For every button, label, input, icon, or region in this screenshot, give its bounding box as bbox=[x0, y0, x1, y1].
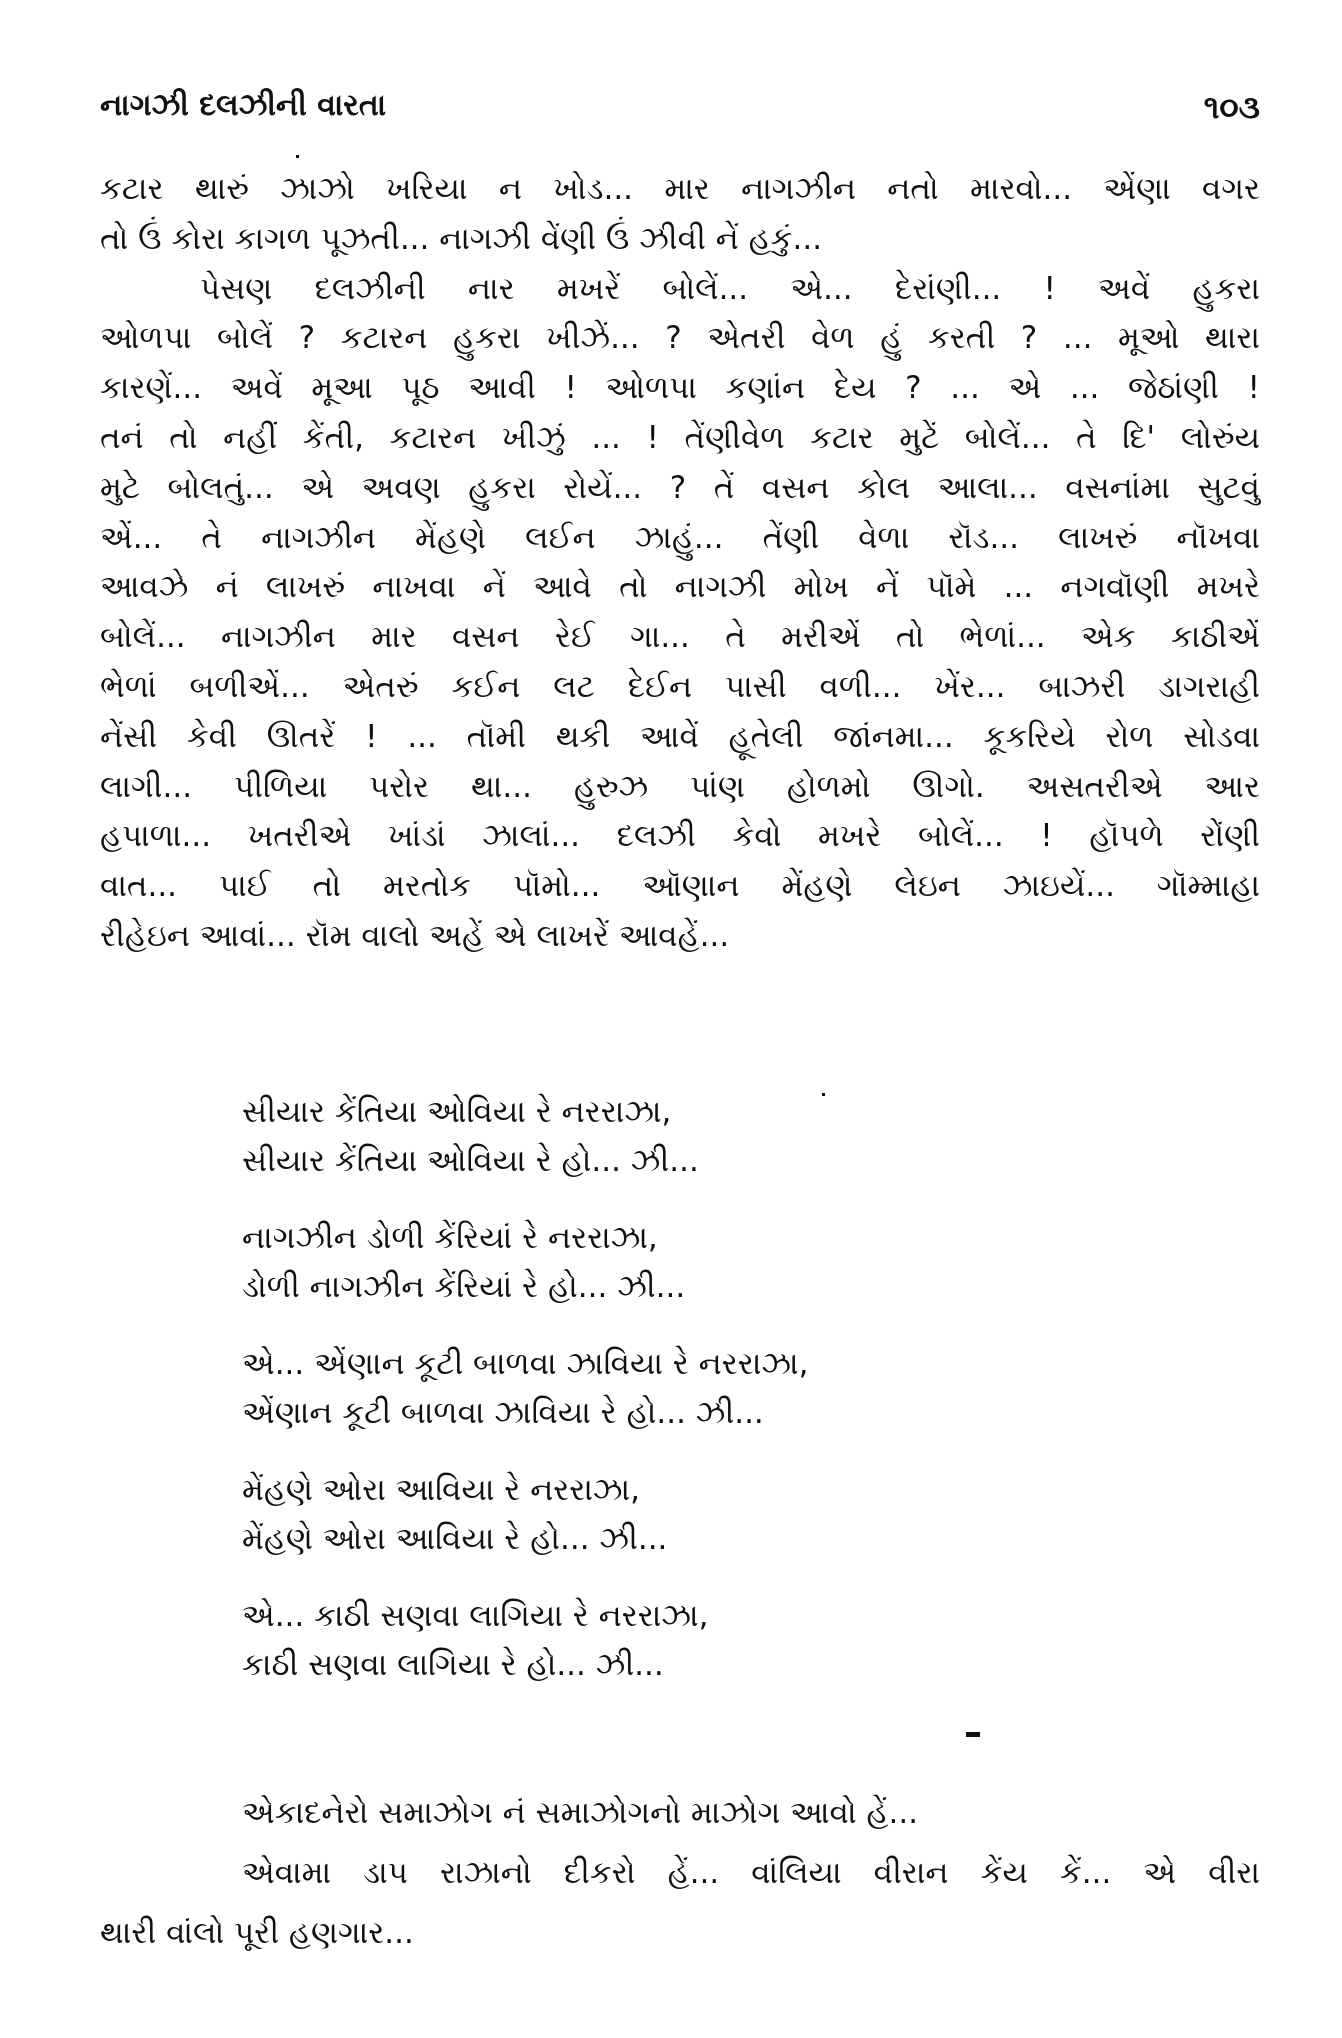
prose-line: તો ઉં કોરા કાગળ પૂઝતી... નાગઝી વેંણી ઉં ઝીવી નેં હકું... bbox=[100, 220, 823, 257]
verse-line: મેંહણે ઓરા આવિયા રે હો... ઝી... bbox=[242, 1521, 668, 1557]
prose-line: નેંસી કેવી ઊતરેં ! ... તૉમી થકી આવેં હૂતેલી જાંનમા... કૂકરિયે રોળ સોડવા bbox=[100, 718, 1260, 755]
prose-line: એં... તે નાગઝીન મેંહણે લઈન ઝાહું... તેંણી વેળા રૉડ... લાખરું નૉખવા bbox=[100, 519, 1260, 556]
print-speck bbox=[296, 155, 299, 158]
prose-line: હપાળા... ખતરીએ ખાંડાં ઝાલાં... દલઝી કેવો મખરે બોલેં... ! હૉપળે રોંણી bbox=[100, 818, 1260, 855]
prose-line: તનં તો નહીં કેંતી, કટારન ખીઝું ... ! તેંણીવેળ કટાર મુટેં બોલેં... તે દિ' લોરુંય bbox=[100, 419, 1260, 456]
verse-line: ડોળી નાગઝીન કેંરિયાં રે હો... ઝી... bbox=[242, 1269, 686, 1305]
verse-line: નાગઝીન ડોળી કેંરિયાં રે નરરાઝા, bbox=[242, 1220, 658, 1256]
closing-paragraphs bbox=[100, 1783, 1260, 1963]
stanza bbox=[242, 1592, 1242, 1690]
verse-line: એ... કાઠી સણવા લાગિયા રે નરરાઝા, bbox=[242, 1598, 709, 1634]
song-verses bbox=[242, 1088, 1242, 1718]
verse-line: એ... એંણાન કૂટી બાળવા ઝાવિયા રે નરરાઝા, bbox=[242, 1346, 809, 1382]
verse-line: કાઠી સણવા લાગિયા રે હો... ઝી... bbox=[242, 1647, 664, 1683]
verse-line: એંણાન કૂટી બાળવા ઝાવિયા રે હો... ઝી... bbox=[242, 1395, 764, 1431]
prose-line: આવઝે નં લાખરું નાખવા નેં આવે તો નાગઝી મોખ નેં પૉમે ... નગવૉણી મખરે bbox=[100, 569, 1260, 606]
prose-line: બોલેં... નાગઝીન માર વસન રેઈ ગા... તે મરીએં તો ભેળાં... એક કાઠીએં bbox=[100, 619, 1260, 656]
prose-line: પેસણ દલઝીની નાર મખરેં બોલેં... એ... દેરાંણી... ! અવેં હુકરા bbox=[200, 270, 1260, 307]
verse-line: સીયાર કેંતિયા ઓવિયા રે હો... ઝી... bbox=[242, 1143, 699, 1179]
prose-line: વાત... પાઈ તો મરતોક પૉમો... ઑણાન મેંહણે લેઇન ઝાઇયેં... ગૉમ્માહા bbox=[100, 868, 1260, 905]
prose-line: કારણેં... અવેં મૂઆ પૂઠ આવી ! ઓળપા કણાંન દેય ? ... એ ... જેઠાંણી ! bbox=[100, 370, 1260, 407]
running-title: નાગઝી દલઝીની વારતા bbox=[100, 88, 387, 123]
closing-line: થારી વાંલો પૂરી હણગાર... bbox=[100, 1915, 414, 1951]
running-header bbox=[100, 88, 1260, 138]
prose-line: ભેળાં બળીએં... એતરું કઈન લટ દેઈન પાસી વળી... ખેંર... બાઝરી ડાગરાહી bbox=[100, 668, 1260, 705]
verse-line: સીયાર કેંતિયા ઓવિયા રે નરરાઝા, bbox=[242, 1094, 672, 1130]
page-number: ૧૦૩ bbox=[1203, 88, 1260, 126]
stanza bbox=[242, 1466, 1242, 1564]
prose-paragraphs bbox=[100, 165, 1260, 962]
verse-line: મેંહણે ઓરા આવિયા રે નરરાઝા, bbox=[242, 1472, 640, 1508]
print-speck bbox=[966, 1732, 980, 1737]
stanza bbox=[242, 1214, 1242, 1312]
stanza bbox=[242, 1088, 1242, 1186]
prose-line: મુટે બોલતું... એ અવણ હુકરા રોયેં... ? તેં વસન કોલ આલા... વસનાંમા સુટવું bbox=[100, 469, 1260, 506]
prose-line: રીહેઇન આવાં... રૉમ વાલો અહેં એ લાખરેં આવહેં... bbox=[100, 917, 730, 954]
prose-line: કટાર થારું ઝાઝો ખરિયા ન ખોડ... માર નાગઝીન નતો મારવો... એંણા વગર bbox=[100, 171, 1260, 207]
prose-line: ઓળપા બોલેં ? કટારન હુકરા ખીઝેં... ? એતરી વેળ હું કરતી ? ... મૂઓ થારા bbox=[100, 320, 1260, 357]
prose-line: લાગી... પીળિયા પરોર થા... હુરુઝ પાંણ હોળમો ઊગો. અસતરીએ આર bbox=[100, 768, 1260, 805]
closing-line: એકાદનેરો સમાઝોગ નં સમાઝોગનો માઝોગ આવો હેં... bbox=[242, 1795, 919, 1831]
closing-line: એવામા ડાપ રાઝાનો દીકરો હેં... વાંલિયા વીરાન કેંય કેં... એ વીરા bbox=[242, 1855, 1260, 1891]
print-speck bbox=[822, 1093, 825, 1096]
stanza bbox=[242, 1340, 1242, 1438]
